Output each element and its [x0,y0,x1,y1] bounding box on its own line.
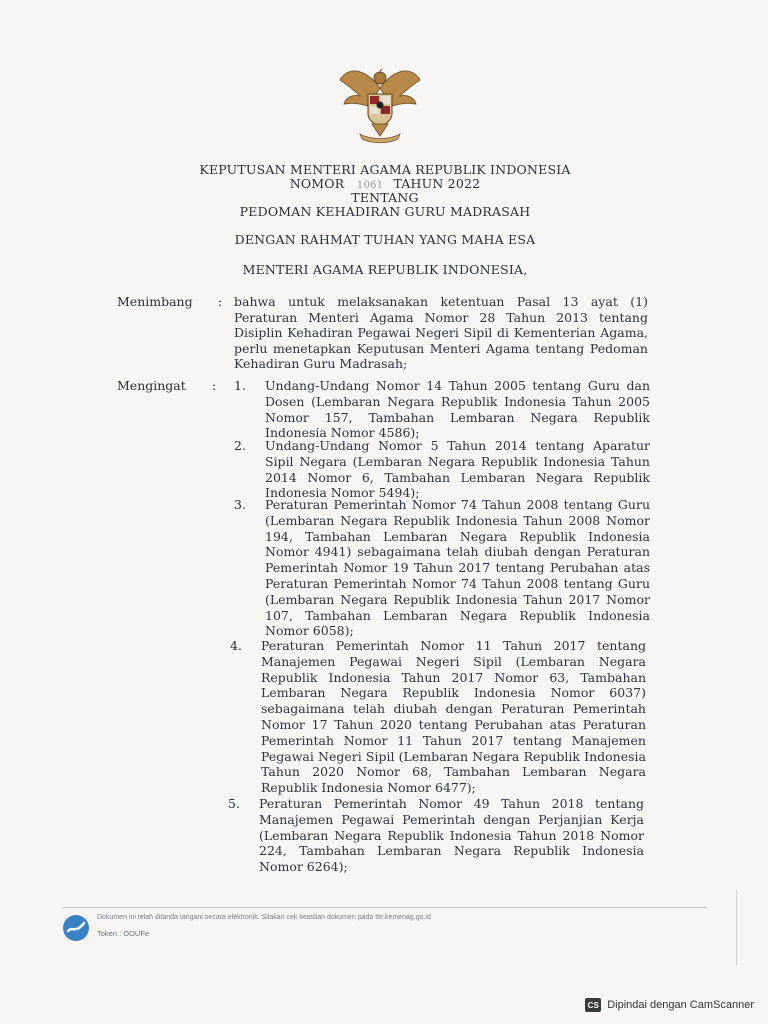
tentang-label: TENTANG [351,190,419,205]
footer-token: Token : OOUFe [97,929,150,938]
list-item-text: Peraturan Pemerintah Nomor 11 Tahun 2017 tentang Manajemen Pegawai Negeri Sipil (Lembaran Negara Republik Indonesia Tahun 2017 Nomor 63, Tambahan Lembaran Negara Republik Indonesia Nomor 6037) sebagaimana telah diubah dengan Peraturan Pemerintah Nomor 17 Tahun 2020 tentang Perubahan atas Peraturan Pemerintah Nomor 11 Tahun 2017 tentang Manajemen Pegawai Negeri Sipil (Lembaran Negara Republik Indonesia Tahun 2020 Nomor 68, Tambahan Lembaran Negara Republik Indonesia Nomor 6477); [261,638,646,796]
menimbang-text: bahwa untuk melaksanakan ketentuan Pasal 13 ayat (1) Peraturan Menteri Agama Nomor 28 Tahun 2013 tentang Disiplin Kehadiran Pegawai Negeri Sipil di Kementerian Agama, perlu menetapkan Keputusan Menteri Agama tentang Pedoman Kehadiran Guru Madrasah; [234,294,648,371]
list-item-text: Undang-Undang Nomor 14 Tahun 2005 tentang Guru dan Dosen (Lembaran Negara Republik Indonesia Tahun 2005 Nomor 157, Tambahan Lembaran Negara Republik Indonesia Nomor 4586); [265,378,650,441]
mengingat-colon: : [212,378,217,393]
nomor-value: 1061 [356,180,384,191]
mengingat-label: Mengingat [117,378,186,393]
camscanner-icon: CS [585,998,601,1012]
rahmat-line: DENGAN RAHMAT TUHAN YANG MAHA ESA [234,232,536,247]
camscanner-watermark [585,998,754,1012]
document-subject: PEDOMAN KEHADIRAN GURU MADRASAH [239,204,531,219]
garuda-emblem [330,58,430,148]
list-item-text: Peraturan Pemerintah Nomor 49 Tahun 2018 tentang Manajemen Pegawai Pemerintah dengan Perjanjian Kerja (Lembaran Negara Republik Indonesia Tahun 2018 Nomor 224, Tambahan Lembaran Negara Republik Indonesia Nomor 6264); [259,796,644,875]
menimbang-colon: : [218,294,223,309]
list-item-number: 1. [234,378,246,393]
list-item-number: 3. [234,497,246,512]
camscanner-label: Dipindai dengan CamScanner [607,999,754,1011]
list-item-number: 5. [228,796,240,811]
footer-e-sign-note: Dokumen ini telah ditanda tangani secara elektronik. Silakan cek keaslian dokumen pada tte.kemenag.go.id [97,914,431,921]
list-item-number: 2. [234,438,246,453]
footer-divider [62,907,707,908]
list-item-number: 4. [230,638,242,653]
menteri-line: MENTERI AGAMA REPUBLIK INDONESIA, [242,262,528,277]
list-item-text: Undang-Undang Nomor 5 Tahun 2014 tentang Aparatur Sipil Negara (Lembaran Negara Republik Indonesia Tahun 2014 Nomor 6, Tambahan Lembaran Negara Republik Indonesia Nomor 5494); [265,438,650,501]
tahun-label: TAHUN 2022 [393,176,481,191]
document-title: KEPUTUSAN MENTERI AGAMA REPUBLIK INDONESIA [199,162,571,177]
menimbang-label: Menimbang [117,294,193,309]
document-number-line [150,176,620,191]
nomor-label: NOMOR [289,176,345,191]
e-signature-logo-icon [62,914,90,942]
scan-margin-line [736,890,737,965]
list-item-text: Peraturan Pemerintah Nomor 74 Tahun 2008 tentang Guru (Lembaran Negara Republik Indonesia Tahun 2008 Nomor 194, Tambahan Lembaran Negara Republik Indonesia Nomor 4941) sebagaimana telah diubah dengan Peraturan Pemerintah Nomor 19 Tahun 2017 tentang Perubahan atas Peraturan Pemerintah Nomor 74 Tahun 2008 tentang Guru (Lembaran Negara Republik Indonesia Tahun 2017 Nomor 107, Tambahan Lembaran Negara Republik Indonesia Nomor 6058); [265,497,650,639]
